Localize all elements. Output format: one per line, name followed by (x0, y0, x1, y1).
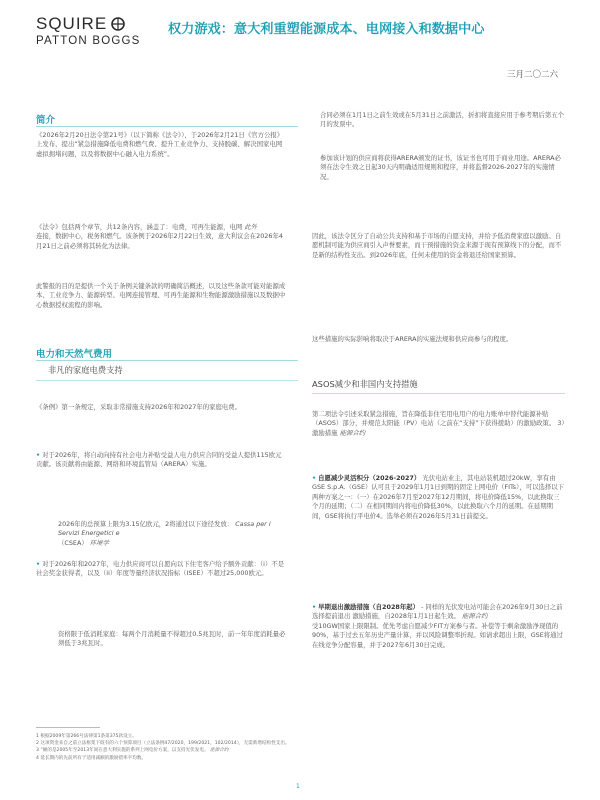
bullet-text-1: 对于2026年，将自动向持有社会电力补贴受益人电力供应合同的受益人提供115欧元贡献。该贡献将由能源、网络和环境监管局（ARERA）实施。 (36, 451, 282, 469)
footnotes (36, 733, 566, 762)
page-title: 权力游戏：意大利重塑能源成本、电网接入和数据中心 (168, 22, 485, 37)
footnote-4: 4 延长期内的先前所有于适用减额的激励措率平均数。 (36, 755, 147, 761)
intro-p2-text-b: 连接，数据中心，税务和燃气。该条例于2026年2月22日生效，意大利议会在2026年4月21日之前必须将其转化为法律。 (36, 232, 283, 250)
footnote-rule (36, 727, 100, 728)
logo-mark-icon (111, 17, 125, 31)
right-paragraph-3: 因此，该法令区分了自动公共支持和基于市场的自愿支持，并给予低消费家庭以激励。自愿机制可能为供应商引入声誉要素，而干预措施的资金来源于现有预算线下的分配，而不是新的结构性支出。到2026年底，任何未使用的资金将退还给国家预算。 (312, 232, 562, 259)
bullet-text-4b: 受10GW国家上限限制。优先考虑自愿减少FIT方案参与者。补偿等于剩余激励净现值的90%，基于过去五年历史产量计算，并以风险调整率折现。如请求超出上限，GSE将通过在线竞争分配容量，并于2027年6月30日完成。 (312, 621, 563, 649)
household-support-subheading: 非凡的家庭电费支持 (48, 365, 123, 375)
logo-text-squire: SQUIRE (36, 14, 108, 33)
right-paragraph-1: 合同必须在1月1日之前生效或在5月31日之前激活，折扣将直接应用于参考期后第五个月的发票中。 (320, 111, 564, 129)
electricity-paragraph-2 (58, 520, 290, 548)
intro-paragraph-2 (36, 223, 286, 251)
bullet-text-2: 对于2026年和2027年，电力供应商可以自愿向以下住宅客户给予额外贡献：（i）不是社会奖金获得者，以及（ii）年度等量经济状况指标（ISEE）不超过25,000欧元。 (36, 560, 285, 578)
bullet-item-1 (36, 451, 286, 470)
bullet-dot-4: • (312, 603, 317, 611)
electricity-heading-rule (36, 360, 298, 361)
elec-p2-italic-1: Cassa per i Servizi Energetici e (58, 520, 271, 538)
page-number: 1 (296, 783, 300, 790)
bullet-item-3 (312, 474, 565, 521)
bullet-item-4 (312, 603, 565, 650)
bullet-italic-4: 能源合约 (461, 612, 488, 621)
intro-heading-rule (36, 126, 298, 127)
elec-p2-text-b: （CSEA） (58, 538, 88, 547)
footnote-3-italic: 能源合约 (210, 748, 229, 754)
bullet-dot-1: • (36, 451, 41, 459)
bullet-dot-3: • (312, 474, 317, 482)
bullet-text-3: 光伏电站业主，其电站装机超过20kW，享有由GSE S.p.A.（GSE）认可且于2029年1月1日到期的固定上网电价（FITs），可以选择以下两种方案之一：（一）在2026年7月至2027年12月期间，将电价降低15%，以此换取三个月的延期；（二）在相同期间内将电价降低30%，以此换取六个月的延期。在延期期间，GSE将执行平电价4。选举必须在2026年5月31日前提交。 (312, 474, 565, 520)
electricity-gas-heading: 电力和天然气费用 (36, 349, 113, 360)
asos-p1-text-a: 第二项法令引述采取紧急措施，旨在降低非住宅用电用户的电力账单中替代能源补贴（ASOS）部分，并规范太阳能（PV）电站（之前在“支持”下获得援助）的激励政策。 (312, 410, 556, 428)
intro-paragraph-3: 此警报的目的是提供一个关于条例关键条款的明确简洁概述，以及这些条款可能对能源成本、工业竞争力、能源转型、电网连接管理、可再生能源和生物能源激励措施以及数据中心数据授权流程的影响。 (36, 282, 286, 309)
bullet-dot-2: • (36, 560, 41, 568)
intro-heading: 简介 (36, 115, 56, 126)
asos-p1-text-b: 3）激励措施 (312, 419, 565, 437)
asos-subheading-rule (312, 393, 565, 394)
intro-paragraph-1: 《2026年2月20日法令第21号》（以下简称《法令》），于2026年2月21日《官方公报》上发布，提出“紧急措施降低电费和燃气费、提升工业竞争力、支持脱碳、解决国家电网虚拟拥堵问题，以及将数据中心融入电力系统”。 (36, 131, 284, 158)
footnote-2: 2 这项资金来自之前立法框架下既有的六个预算项目（立法条例47/2020，199/2021，102/2014），无需新增结构性支出。 (36, 741, 290, 747)
footnote-3-text: 3 “额的是2005年至2013年间在意大利实施的系列上网电价方案，以支持光伏发电。 (36, 748, 209, 754)
logo-text-patton-boggs: PATTON BOGGS (36, 35, 141, 47)
bullet-item-2 (36, 560, 286, 579)
bullet-bold-3: 自愿减少灵活积分（2026-2027） (318, 474, 421, 482)
right-paragraph-2: 参加该计划的供应商将获得ARERA颁发的证书，该证书也可用于商业用途。ARERA必须在法令生效之日起30天内明确适用规则和程序，并将监督2026-2027年的实施情况。 (320, 154, 561, 181)
right-paragraph-4: 这些措施的实际影响将取决于ARERA的实施法规和供应商参与的程度。 (312, 335, 513, 343)
intro-p2-text-a: 《法令》包括两个章节，共12条内容，涵盖了：电费，可再生能源，电网 (36, 223, 243, 231)
bullet-bold-4: 早期退出激励措施（自2028年起） (318, 603, 420, 611)
subheading-rule (36, 380, 298, 381)
bullet-text-4a: - 同样的光伏发电站可能会在2026年9月30日之前选择提前退出 激励措施，自2028年1月1日起生效。 (312, 603, 563, 621)
company-logo (36, 14, 141, 47)
electricity-paragraph-3: 资格限于低消耗家庭：每两个月消耗量不得超过0.5兆瓦时，前一年年度消耗量必须低于3兆瓦时。 (58, 630, 286, 648)
elec-p2-text-a: 2026年的总预算上限为3.15亿欧元，2将通过以下途径发放： (58, 520, 234, 528)
asos-p1-italic: 能源合约 (339, 428, 366, 437)
document-date: 三月二〇二六 (506, 70, 558, 80)
footnote-3 (36, 747, 566, 754)
intro-p2-italic: 此外 (244, 223, 258, 231)
asos-paragraph-1 (312, 410, 565, 438)
elec-p2-italic-2: 环境学 (89, 538, 109, 547)
asos-subheading: ASOS减少和非国内支持措施 (312, 379, 418, 389)
electricity-paragraph-1: 《条例》第一条规定，采取非常措施支持2026年和2027年的家庭电费。 (36, 403, 242, 411)
footnote-1: 1 根据2009年第266号法律第1条第375款设立。 (36, 734, 137, 739)
